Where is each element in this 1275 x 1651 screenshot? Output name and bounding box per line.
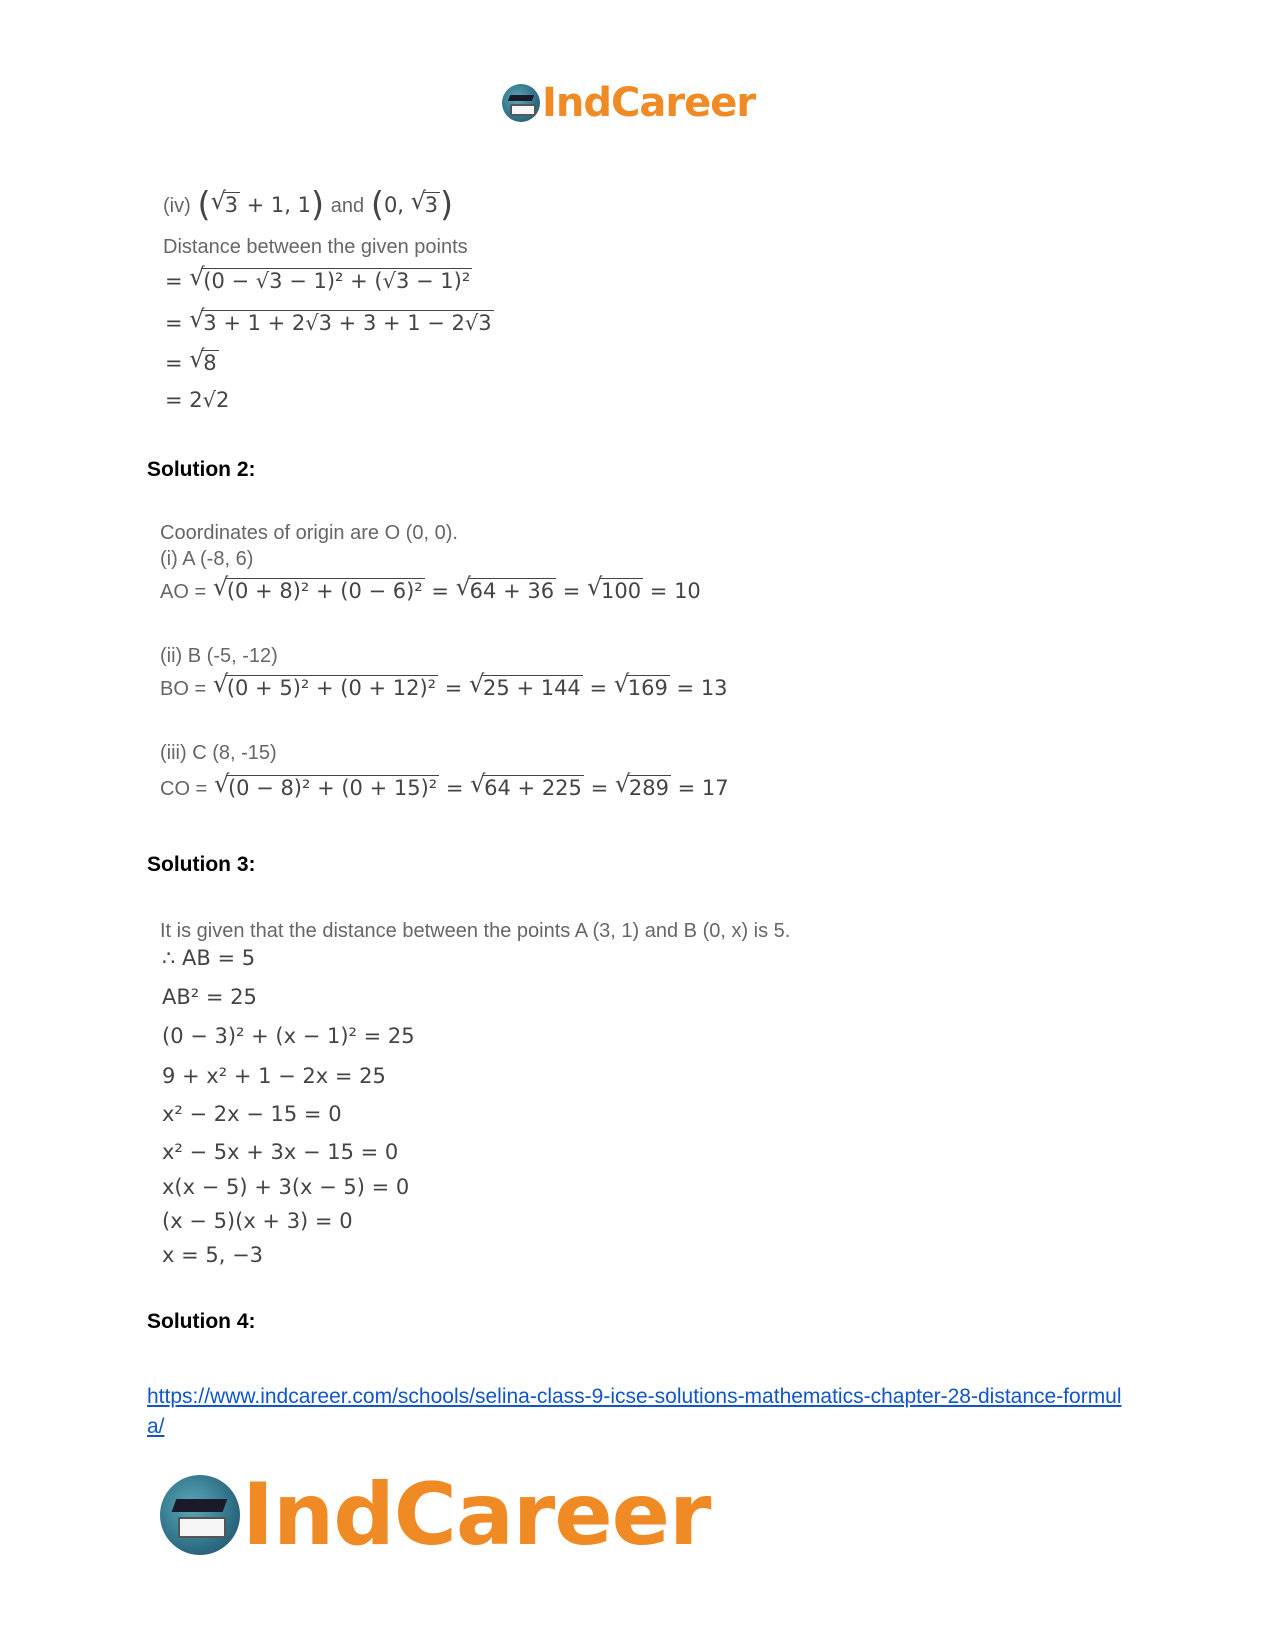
s2-item-2-label: (ii) B (-5, -12) <box>160 645 278 667</box>
part-iv-label: (iv) <box>163 194 191 217</box>
graduation-globe-icon <box>160 1475 240 1555</box>
s3-line-7: x(x − 5) + 3(x − 5) = 0 <box>162 1175 410 1199</box>
s3-line-3: (0 − 3)² + (x − 1)² = 25 <box>162 1024 415 1048</box>
s2-item-3-label: (iii) C (8, -15) <box>160 742 277 764</box>
result: = 13 <box>676 676 728 700</box>
solution-4-link[interactable]: https://www.indcareer.com/schools/selina-class-9-icse-solutions-mathematics-chapter-28-distance-formula/ <box>147 1385 1122 1438</box>
solution-2-heading: Solution 2: <box>147 458 256 481</box>
solution-4-heading: Solution 4: <box>147 1310 256 1333</box>
radicand: 8 <box>203 351 217 375</box>
lhs: CO = <box>160 778 208 800</box>
step: 64 + 36 <box>469 579 555 603</box>
step2: 100 <box>601 579 642 603</box>
part-iv-caption: Distance between the given points <box>163 236 468 258</box>
result: 2√2 <box>189 388 230 412</box>
indcareer-logo-top <box>502 80 755 126</box>
step2: 169 <box>627 676 668 700</box>
logo-text: IndCareer <box>542 80 756 126</box>
s3-line-5: x² − 2x − 15 = 0 <box>162 1102 342 1126</box>
s3-line-6: x² − 5x + 3x − 15 = 0 <box>162 1140 399 1164</box>
step: 25 + 144 <box>483 676 581 700</box>
solution-3-intro: It is given that the distance between the points A (3, 1) and B (0, x) is 5. <box>160 920 791 942</box>
step2: 289 <box>628 776 669 800</box>
indcareer-logo-bottom <box>160 1465 710 1565</box>
step: 64 + 225 <box>484 776 582 800</box>
s2-item-1-equation: AO = √ (0 + 8)² + (0 − 6)² = √ 64 + 36 = √ 100 = 10 <box>160 573 701 603</box>
graduation-globe-icon <box>502 84 540 122</box>
s2-item-3-equation: CO = √ (0 − 8)² + (0 + 15)² = √ 64 + 225 = √ 289 = 17 <box>160 770 729 800</box>
lhs: AO = <box>160 581 207 603</box>
s2-item-1-label: (i) A (-8, 6) <box>160 548 254 570</box>
radicand: (0 + 8)² + (0 − 6)² <box>226 579 423 603</box>
s2-item-2-equation: BO = √ (0 + 5)² + (0 + 12)² = √ 25 + 144 = √ 169 = 13 <box>160 670 728 700</box>
s3-line-4: 9 + x² + 1 − 2x = 25 <box>162 1064 386 1088</box>
radicand: (0 − 8)² + (0 + 15)² <box>227 776 438 800</box>
and-text: and <box>330 194 365 217</box>
radicand: 3 + 1 + 2√3 + 3 + 1 − 2√3 <box>203 311 492 335</box>
s3-line-8: (x − 5)(x + 3) = 0 <box>162 1209 353 1233</box>
part-iv-line-4: = 2√2 <box>165 388 230 412</box>
logo-text: IndCareer <box>242 1465 711 1565</box>
radicand: (0 + 5)² + (0 + 12)² <box>226 676 437 700</box>
s3-line-2: AB² = 25 <box>162 985 257 1009</box>
part-iv-line-1: = √ (0 − √3 − 1)² + (√3 − 1)² <box>165 263 471 293</box>
part-iv-line-2: = √ 3 + 1 + 2√3 + 3 + 1 − 2√3 <box>165 305 492 335</box>
solution-2-intro: Coordinates of origin are O (0, 0). <box>160 522 458 544</box>
result: = 10 <box>649 579 701 603</box>
radicand: (0 − √3 − 1)² + (√3 − 1)² <box>203 269 471 293</box>
s3-line-1: ∴ AB = 5 <box>162 946 256 970</box>
solution-3-heading: Solution 3: <box>147 853 256 876</box>
part-iv-title: (iv) ( √ 3 + 1, 1) and (0, √ 3) <box>163 185 454 224</box>
s3-line-9: x = 5, −3 <box>162 1243 264 1267</box>
result: = 17 <box>677 776 729 800</box>
lhs: BO = <box>160 678 207 700</box>
part-iv-line-3: = √ 8 <box>165 345 217 375</box>
